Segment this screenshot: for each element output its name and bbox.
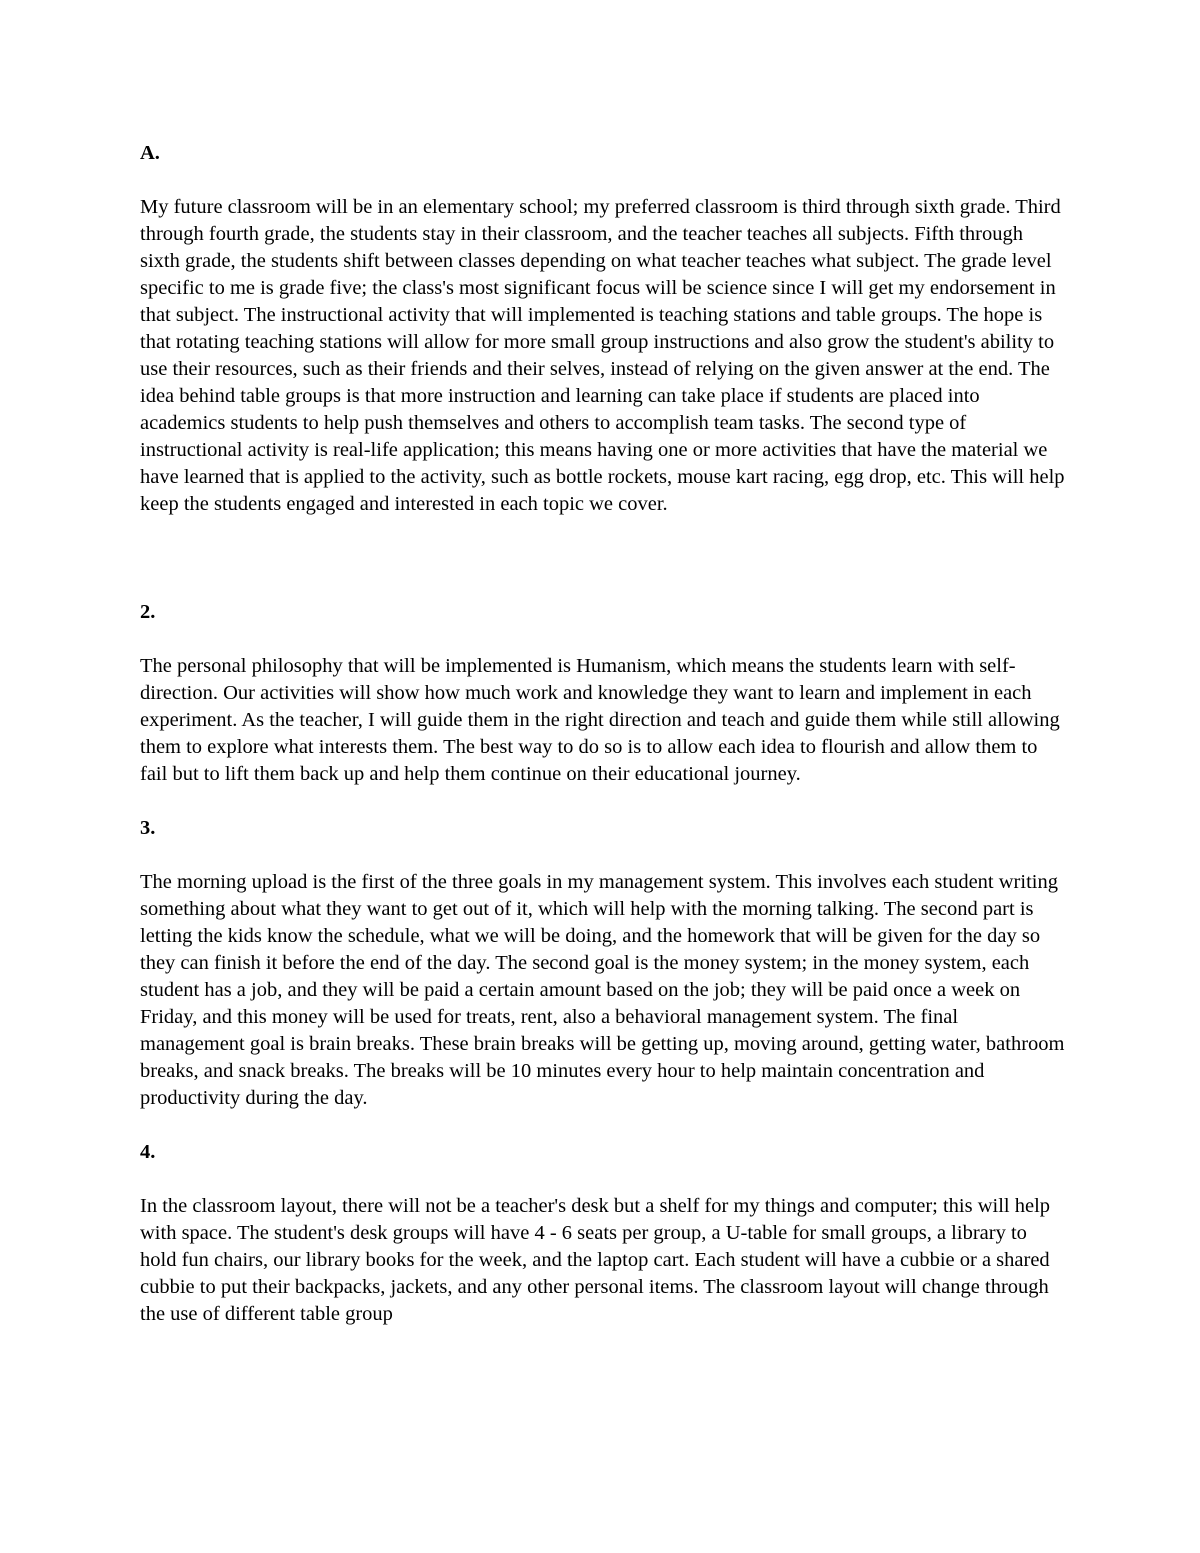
section-paragraph-2: The personal philosophy that will be implemented is Humanism, which means the students learn with self-direction. Our activities will show how much work and knowledge they want to learn and implement in each experiment. As the teacher, I will guide them in the right direction and teach and guide them while still allowing them to explore what interests them. The best way to do so is to allow each idea to flourish and allow them to fail but to lift them back up and help them continue on their educational journey. bbox=[140, 655, 1060, 785]
document-body bbox=[140, 140, 1065, 1328]
section-heading-2: 2. bbox=[140, 601, 156, 623]
section-paragraph-3: The morning upload is the first of the three goals in my management system. This involves each student writing something about what they want to get out of it, which will help with the morning talking. The second part is letting the kids know the schedule, what we will be doing, and the homework that will be given for the day so they can finish it before the end of the day. The second goal is the money system; in the money system, each student has a job, and they will be paid a certain amount based on the job; they will be paid once a week on Friday, and this money will be used for treats, rent, also a behavioral management system. The final management goal is brain breaks. These brain breaks will be getting up, moving around, getting water, bathroom breaks, and snack breaks. The breaks will be 10 minutes every hour to help maintain concentration and productivity during the day. bbox=[140, 871, 1065, 1109]
section-paragraph-a: My future classroom will be in an elementary school; my preferred classroom is third through sixth grade. Third through fourth grade, the students stay in their classroom, and the teacher teaches all subjects. Fifth through sixth grade, the students shift between classes depending on what teacher teaches what subject. The grade level specific to me is grade five; the class's most significant focus will be science since I will get my endorsement in that subject. The instructional activity that will implemented is teaching stations and table groups. The hope is that rotating teaching stations will allow for more small group instructions and also grow the student's ability to use their resources, such as their friends and their selves, instead of relying on the given answer at the end. The idea behind table groups is that more instruction and learning can take place if students are placed into academics students to help push themselves and others to accomplish team tasks. The second type of instructional activity is real-life application; this means having one or more activities that have the material we have learned that is applied to the activity, such as bottle rockets, mouse kart racing, egg drop, etc. This will help keep the students engaged and interested in each topic we cover. bbox=[140, 196, 1065, 515]
section-heading-a: A. bbox=[140, 142, 160, 164]
section-paragraph-4: In the classroom layout, there will not be a teacher's desk but a shelf for my things and computer; this will help with space. The student's desk groups will have 4 - 6 seats per group, a U-table for small groups, a library to hold fun chairs, our library books for the week, and the laptop cart. Each student will have a cubbie or a shared cubbie to put their backpacks, jackets, and any other personal items. The classroom layout will change through the use of different table group bbox=[140, 1195, 1051, 1325]
section-heading-3: 3. bbox=[140, 817, 156, 839]
section-heading-4: 4. bbox=[140, 1141, 156, 1163]
